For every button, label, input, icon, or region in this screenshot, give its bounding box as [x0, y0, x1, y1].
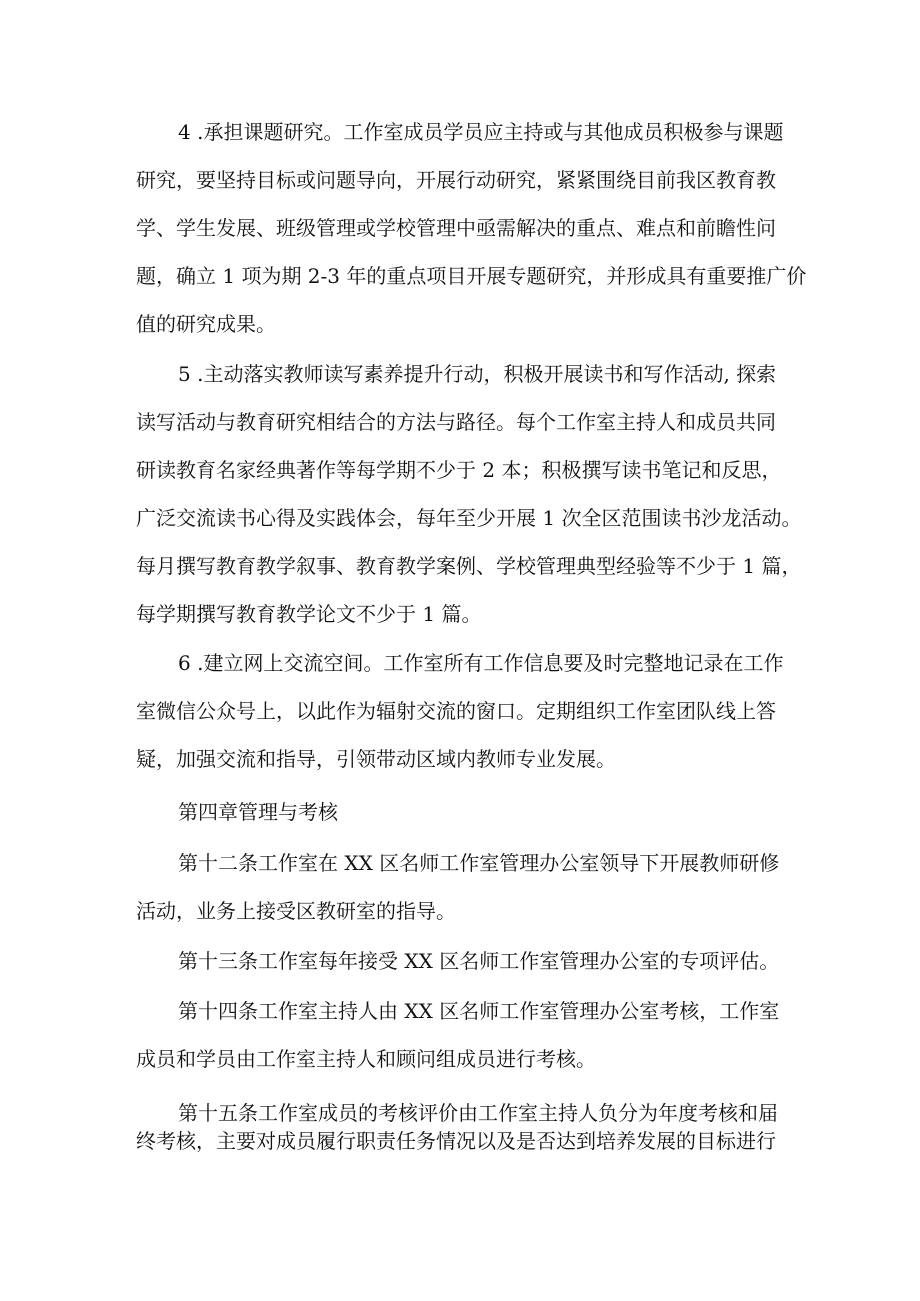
item-5-line-3: 研读教育名家经典著作等每学期不少于 2 本；积极撰写读书笔记和反思， — [136, 458, 782, 482]
item-4-line-5: 值的研究成果。 — [136, 312, 276, 336]
article-14-line-2: 成员和学员由工作室主持人和顾问组成员进行考核。 — [136, 1047, 596, 1071]
item-5-line-6: 每学期撰写教育教学论文不少于 1 篇。 — [136, 602, 482, 626]
item-5-line-5: 每月撰写教育教学叙事、教育教学案例、学校管理典型经验等不少于 1 篇， — [136, 554, 802, 578]
item-6-line-2: 室微信公众号上，以此作为辐射交流的窗口。定期组织工作室团队线上答 — [136, 699, 776, 723]
item-4-line-3: 学、学生发展、班级管理或学校管理中亟需解决的重点、难点和前瞻性问 — [136, 216, 776, 240]
chapter-heading: 第四章管理与考核 — [178, 800, 338, 824]
item-4-line-2: 研究，要坚持目标或问题导向，开展行动研究，紧紧围绕目前我区教育教 — [136, 168, 776, 192]
item-4-line-4: 题，确立 1 项为期 2-3 年的重点项目开展专题研究，并形成具有重要推广价 — [136, 264, 807, 288]
article-14-line-1: 第十四条工作室主持人由 XX 区名师工作室管理办公室考核，工作室 — [178, 999, 780, 1023]
article-12-line-2: 活动，业务上接受区教研室的指导。 — [136, 899, 456, 923]
item-6-line-3: 疑，加强交流和指导，引领带动区域内教师专业发展。 — [136, 747, 616, 771]
item-4-line-1: 4 .承担课题研究。工作室成员学员应主持或与其他成员积极参与课题 — [178, 120, 784, 144]
item-5-line-4: 广泛交流读书心得及实践体会，每年至少开展 1 次全区范围读书沙龙活动。 — [136, 506, 802, 530]
item-6-line-1: 6 .建立网上交流空间。工作室所有工作信息要及时完整地记录在工作 — [178, 651, 784, 675]
article-13-line-1: 第十三条工作室每年接受 XX 区名师工作室管理办公室的专项评估。 — [178, 949, 780, 973]
item-5-line-1: 5 .主动落实教师读写素养提升行动，积极开展读书和写作活动, 探索 — [178, 362, 777, 386]
item-5-line-2: 读写活动与教育研究相结合的方法与路径。每个工作室主持人和成员共同 — [136, 410, 776, 434]
article-15-line-1: 第十五条工作室成员的考核评价由工作室主持人负分为年度考核和届 — [178, 1101, 778, 1125]
article-12-line-1: 第十二条工作室在 XX 区名师工作室管理办公室领导下开展教师研修 — [178, 851, 780, 875]
article-15-line-2: 终考核，主要对成员履行职责任务情况以及是否达到培养发展的目标进行 — [136, 1129, 776, 1153]
